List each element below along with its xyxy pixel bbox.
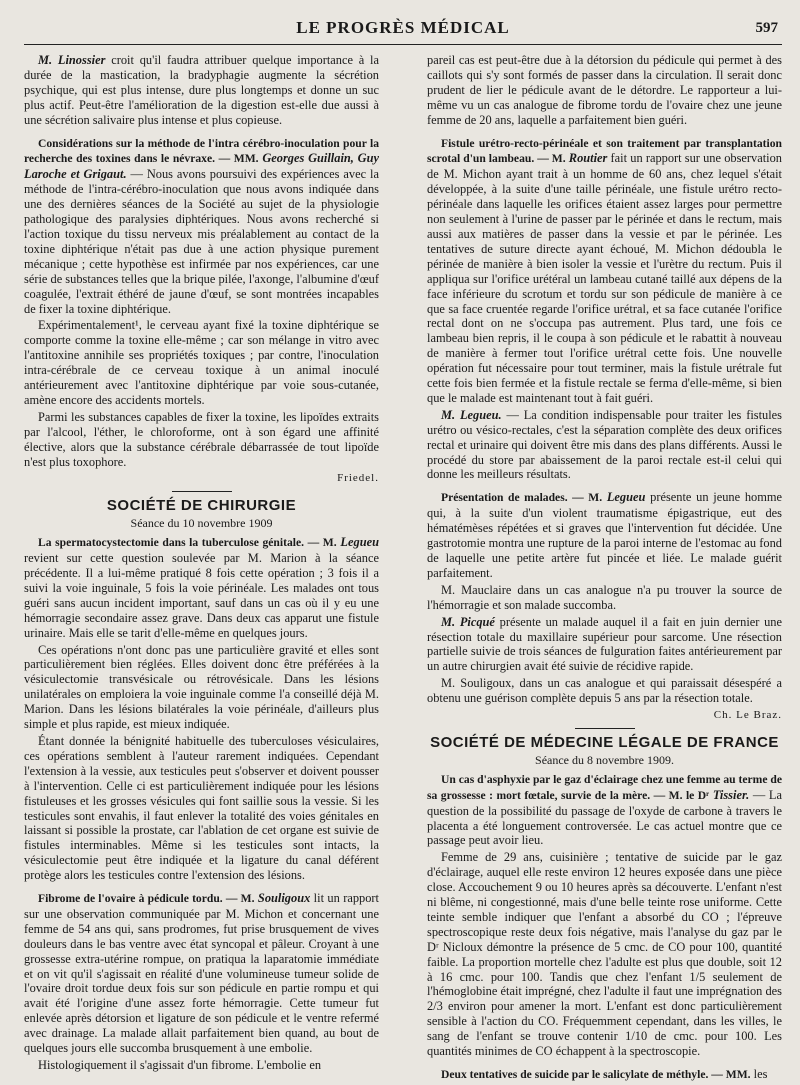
session-date: Séance du 10 novembre 1909	[130, 516, 273, 531]
paragraph-text: — La question de la possibilité du passage de l'oxyde de carbone à travers le placenta a été longuement controversée. Le cas actuel montre que ce passage peut avoir lieu.	[427, 787, 782, 848]
paragraph	[427, 136, 782, 406]
paragraph-text: croit qu'il faudra attribuer quelque importance à la durée de la mastication, la bradyphagie augmente la sécrétion psychique, qui est plus intense, dure plus longtemps et donne un suc plus actif. Peut-être l'amélioration de la digestion est-elle due aussi à une sécrétion salivaire plus intense et plus copieuse.	[24, 53, 379, 127]
paragraph: Ces opérations n'ont donc pas une particulière gravité et elles sont particulièrement bien réglées. Elles doivent donc être préférées à la vésiculectomie transvésicale ou rétrovésicale. Dans les lésions unilatérales on emploiera la voie inguinale comme l'a conseillé déjà M. Marion. Dans les lésions bilatérales la voie périnéale, d'ailleurs plus simple et plus rapide, est mieux indiquée.	[24, 642, 379, 732]
society-title: SOCIÉTÉ DE MÉDECINE LÉGALE DE FRANCE	[430, 733, 779, 751]
communication-title: La spermatocystectomie dans la tuberculose génitale. — M.	[38, 536, 337, 550]
author-name: Routier	[565, 151, 608, 166]
paragraph	[24, 136, 379, 317]
signature-text: Friedel.	[337, 472, 379, 485]
signature-text: Ch. Le Braz.	[713, 709, 782, 722]
page-number: 597	[755, 20, 778, 36]
paragraph-text: lit un rapport sur une observation communiquée par M. Michon et concernant une femme de 54 ans qui, sans prodromes, fut prise brusquement de vives douleurs dans le bas ventre avec état syncopal et pâleur. Croyant à une grossesse extra-utérine rompue, on pratiqua la laparatomie immédiate et on vit qu'il s'agissait en réalité d'une volumineuse tumeur solide de l'ovaire droit tordue deux fois sur son pédicule en partie rompu et qui avait été l'origine d'une assez forte hémorragie. Cette tumeur fut enlevée après détorsion et ligature de son pédicule et le ventre refermé avec drainage. La malade allait parfaitement bien quand, au bout de quelques jours elle succomba brusquement à une embolie.	[24, 891, 379, 1056]
paragraph	[427, 772, 782, 849]
paragraph	[24, 53, 379, 128]
signature	[24, 471, 379, 486]
paragraph	[427, 490, 782, 580]
communication-title: Fibrome de l'ovaire à pédicule tordu. — M.	[38, 892, 255, 906]
page-header	[24, 14, 782, 45]
author-name: Legueu	[336, 535, 379, 550]
paragraph	[427, 1067, 782, 1083]
session-date: Séance du 8 novembre 1909.	[535, 752, 674, 767]
author-name: M. Legueu.	[441, 407, 502, 422]
author-name: Souligoux	[254, 891, 311, 906]
paragraph	[427, 408, 782, 483]
two-column-body	[24, 53, 782, 1085]
author-name: Legueu	[602, 490, 646, 505]
paragraph-text: fait un rapport sur une observation de M. Michon ayant trait à un homme de 60 ans, chez lequel s'était développée, à la suite d'une taille périnéale, une fistule urétro recto-périnéale dans laquelle les orifices étaient assez larges pour permettre non seulement à l'urine de passer par le périnée et dans le rectum, mais aussi aux matières de passer dans la vessie et par le périnée. Les tentatives de suture directe ayant échoué, M. Michon dédoubla le périnée de manière à bien isoler la vessie et l'urètre du rectum. Puis il appliqua sur l'orifice urétéral un lambeau cutané taillé aux dépens de la face inférieure du scrotum et tordu sur son pédicule de manière à ce que sa face cruentée regarde l'orifice urétral, et sa face cutanée l'orifice rectal dont on ne s'occupa pas autrement. Plus tard, une fois ce lambeau bien repris, il le coupa à son pédicule et le rabattit à nouveau de manière à fermer tout l'orifice urétral cette fois. Une nouvelle opération fut nécessaire pour tout terminer, mais la fistule urétrale fut cette fois bien fermée et la fistule rectale se ferma d'elle-même, si bien que le malade est maintenant tout à fait guéri.	[427, 151, 782, 405]
paragraph: Expérimentalement¹, le cerveau ayant fixé la toxine diphtérique se comporte comme la toxine elle-même ; car son mélange in vitro avec l'antitoxine annihile ses propriétés toxiques ; par contre, l'inoculation intra-cérébrale de ce cerveau toxique à un animal inoculé antérieurement avec l'antitoxine diphtérique par voie sous-cutanée, amène encore des accidents mortels.	[24, 318, 379, 407]
section-divider	[172, 491, 232, 492]
paragraph-text: présente un jeune homme qui, à la suite d'un violent traumatisme épigastrique, eut des hématémèses répétées et si graves que l'intervention fut décidée. Une gastrotomie montra une rupture de la paroi interne de l'estomac au fond de laquelle une petite artère fut pincée et liée. Le malade guérit parfaitement.	[427, 490, 782, 580]
society-title: SOCIÉTÉ DE CHIRURGIE	[106, 497, 297, 515]
communication-title: Fistule urétro-recto-périnéale et son traitement par transplantation scrotal d'un lambeau. — M.	[427, 136, 782, 166]
author-name: Tissier.	[709, 787, 750, 802]
running-title: LE PROGRÈS MÉDICAL	[296, 18, 510, 37]
paragraph	[427, 615, 782, 675]
paragraph: M. Mauclaire dans un cas analogue n'a pu trouver la source de l'hémorragie et son malade succomba.	[427, 582, 782, 612]
paragraph: Parmi les substances capables de fixer la toxine, les lipoïdes extraits par l'alcool, l'éther, le chloroforme, ont à son égard une affinité élective, alors que la substance cérébrale débarrassée de tout lipoïde n'est plus toxophore.	[24, 409, 379, 469]
paragraph-text: — Nous avons poursuivi des expériences avec la méthode de l'intra-cérébro-inoculation que nous avons indiquée dans une des dernières séances de la Société au sujet de la physiologie pathologique des paralysies diphtériques. Nous avons recherché si l'action toxique du tissu nerveux mis préalablement au contact de la toxine diphtérique n'était pas due à une action physique purement mécanique ; cette hypothèse est infirmée par nos expériences, car une série de substances telles que la brique pilée, l'axonge, l'albumine d'œuf coagulée, l'extrait éthéré de jaune d'œuf, se sont montrées incapables de fixer la toxine diphtérique.	[24, 167, 379, 316]
paragraph: pareil cas est peut-être due à la détorsion du pédicule qui permet à des caillots qui s'y sont formés de passer dans la circulation. Il serait donc prudent de lier le pédicule avant de le détordre. Le rapporteur a lui-même vu un cas analogue de fibrome tordu de l'ovaire chez une jeune femme de 20 ans, laquelle a parfaitement bien guéri.	[427, 53, 782, 127]
author-name: M. Linossier	[38, 53, 106, 67]
author-names: Georges Guillain, Guy Laroche et Grigaut.	[24, 151, 379, 182]
communication-title: Un cas d'asphyxie par le gaz d'éclairage chez une femme au terme de sa grossesse : mort fœtale, survie de la mère. — M. le Dʳ	[427, 772, 782, 802]
right-column	[427, 53, 782, 1085]
paragraph-text: revient sur cette question soulevée par M. Marion à la séance précédente. Il a lui-même pratiqué 8 fois cette opération ; 3 fois il a suivi la voie inguinale, 5 fois la voie périnéale. Les malades ont tous guéri sans aucun incident important, sauf dans un cas où il y eu une hémorragie secondaire assez grave. Dans deux cas apparut une fistule urinaire. Mais elle se tarit d'elle-même en quelques jours.	[24, 551, 379, 640]
paragraph: Histologiquement il s'agissait d'un fibrome. L'embolie en	[38, 1058, 322, 1072]
paragraph-text: présente un malade auquel il a fait en juin dernier une résection totale du maxillaire supérieur pour sarcome. Une résection partielle suivie de trois séances de fulguration faites antérieurement par un autre chirurgien avait été suivie de récidive rapide.	[427, 614, 782, 674]
communication-title: Deux tentatives de suicide par le salicylate de méthyle. — MM.	[441, 1068, 751, 1081]
paragraph	[24, 535, 379, 640]
paragraph	[24, 891, 379, 1056]
communication-title: Présentation de malades. — M.	[441, 491, 603, 505]
paragraph-text: — La condition indispensable pour traiter les fistules urétro ou vésico-rectales, c'est la séparation complète des deux orifices rectal et urinaire qui doivent être mis dans des plans différents. Aussi le procédé du store par abaissement de la paroi rectale est-il celui qui donne les meilleurs résultats.	[427, 407, 783, 482]
paragraph: Femme de 29 ans, cuisinière ; tentative de suicide par le gaz d'éclairage, auquel elle reste environ 12 heures exposée dans une pièce close. Accouchement 9 ou 10 heures après sa découverte. L'enfant n'est ni blême, ni congestionné, mais d'une belle teinte rose uniforme. Cette teinte semble indiquer que l'enfant a absorbé du CO ; l'épreuve spectroscopique reste deux fois négative, mais l'analyse du gaz par le Dʳ Nicloux démontre la présence de 5 cmc. de CO pour 100, quantité faible. La proportion mortelle chez l'adulte est plus que double, soit 12 à 16 cmc. pour 100. Tandis que chez l'enfant 1/5 seulement de l'hémoglobine était imprégné, chez l'adulte il faut une imprégnation des 2/3 environ pour amener la mort. L'enfant est donc particulièrement sensible à l'action du CO. Fréquemment cependant, dans les villes, le sang de l'enfant se trouve contenir 1/10 de cmc. pour 100. Les quantités minimes de CO échappent à la spectroscopie.	[427, 850, 782, 1059]
paragraph: M. Souligoux, dans un cas analogue et qui paraissait désespéré a obtenu une guérison complète depuis 5 ans par la résection totale.	[427, 676, 782, 706]
author-name: M. Picqué	[441, 614, 495, 629]
section-divider	[575, 728, 635, 729]
communication-title: Considérations sur la méthode de l'intra cérébro-inoculation pour la recherche des toxines dans le névraxe. — MM.	[24, 136, 379, 166]
signature	[427, 708, 782, 723]
paragraph: Étant donnée la bénignité habituelle des tuberculoses vésiculaires, ces opérations semblent à l'auteur rarement indiquées. Cependant l'extension à la vessie, aux testicules peut s'observer et doivent pousser à l'intervention. Celle ci est particulièrement indiquée pour les lésions fistuleuses et les grosses vésicules qui font saillie sous la vessie. Si les testicules sont envahis, il faut enlever la totalité des voies génitales en laissant si possible la prostate, car l'ablation de cet organe est suivie de fistules interminables. Même si les testicules sont intacts, la vésiculectomie peut être indiquée et la ligature du canal déférent protège alors les testicules contre l'extension des lésions.	[24, 733, 379, 883]
left-column	[24, 53, 379, 1085]
paragraph-text: les	[750, 1067, 768, 1081]
